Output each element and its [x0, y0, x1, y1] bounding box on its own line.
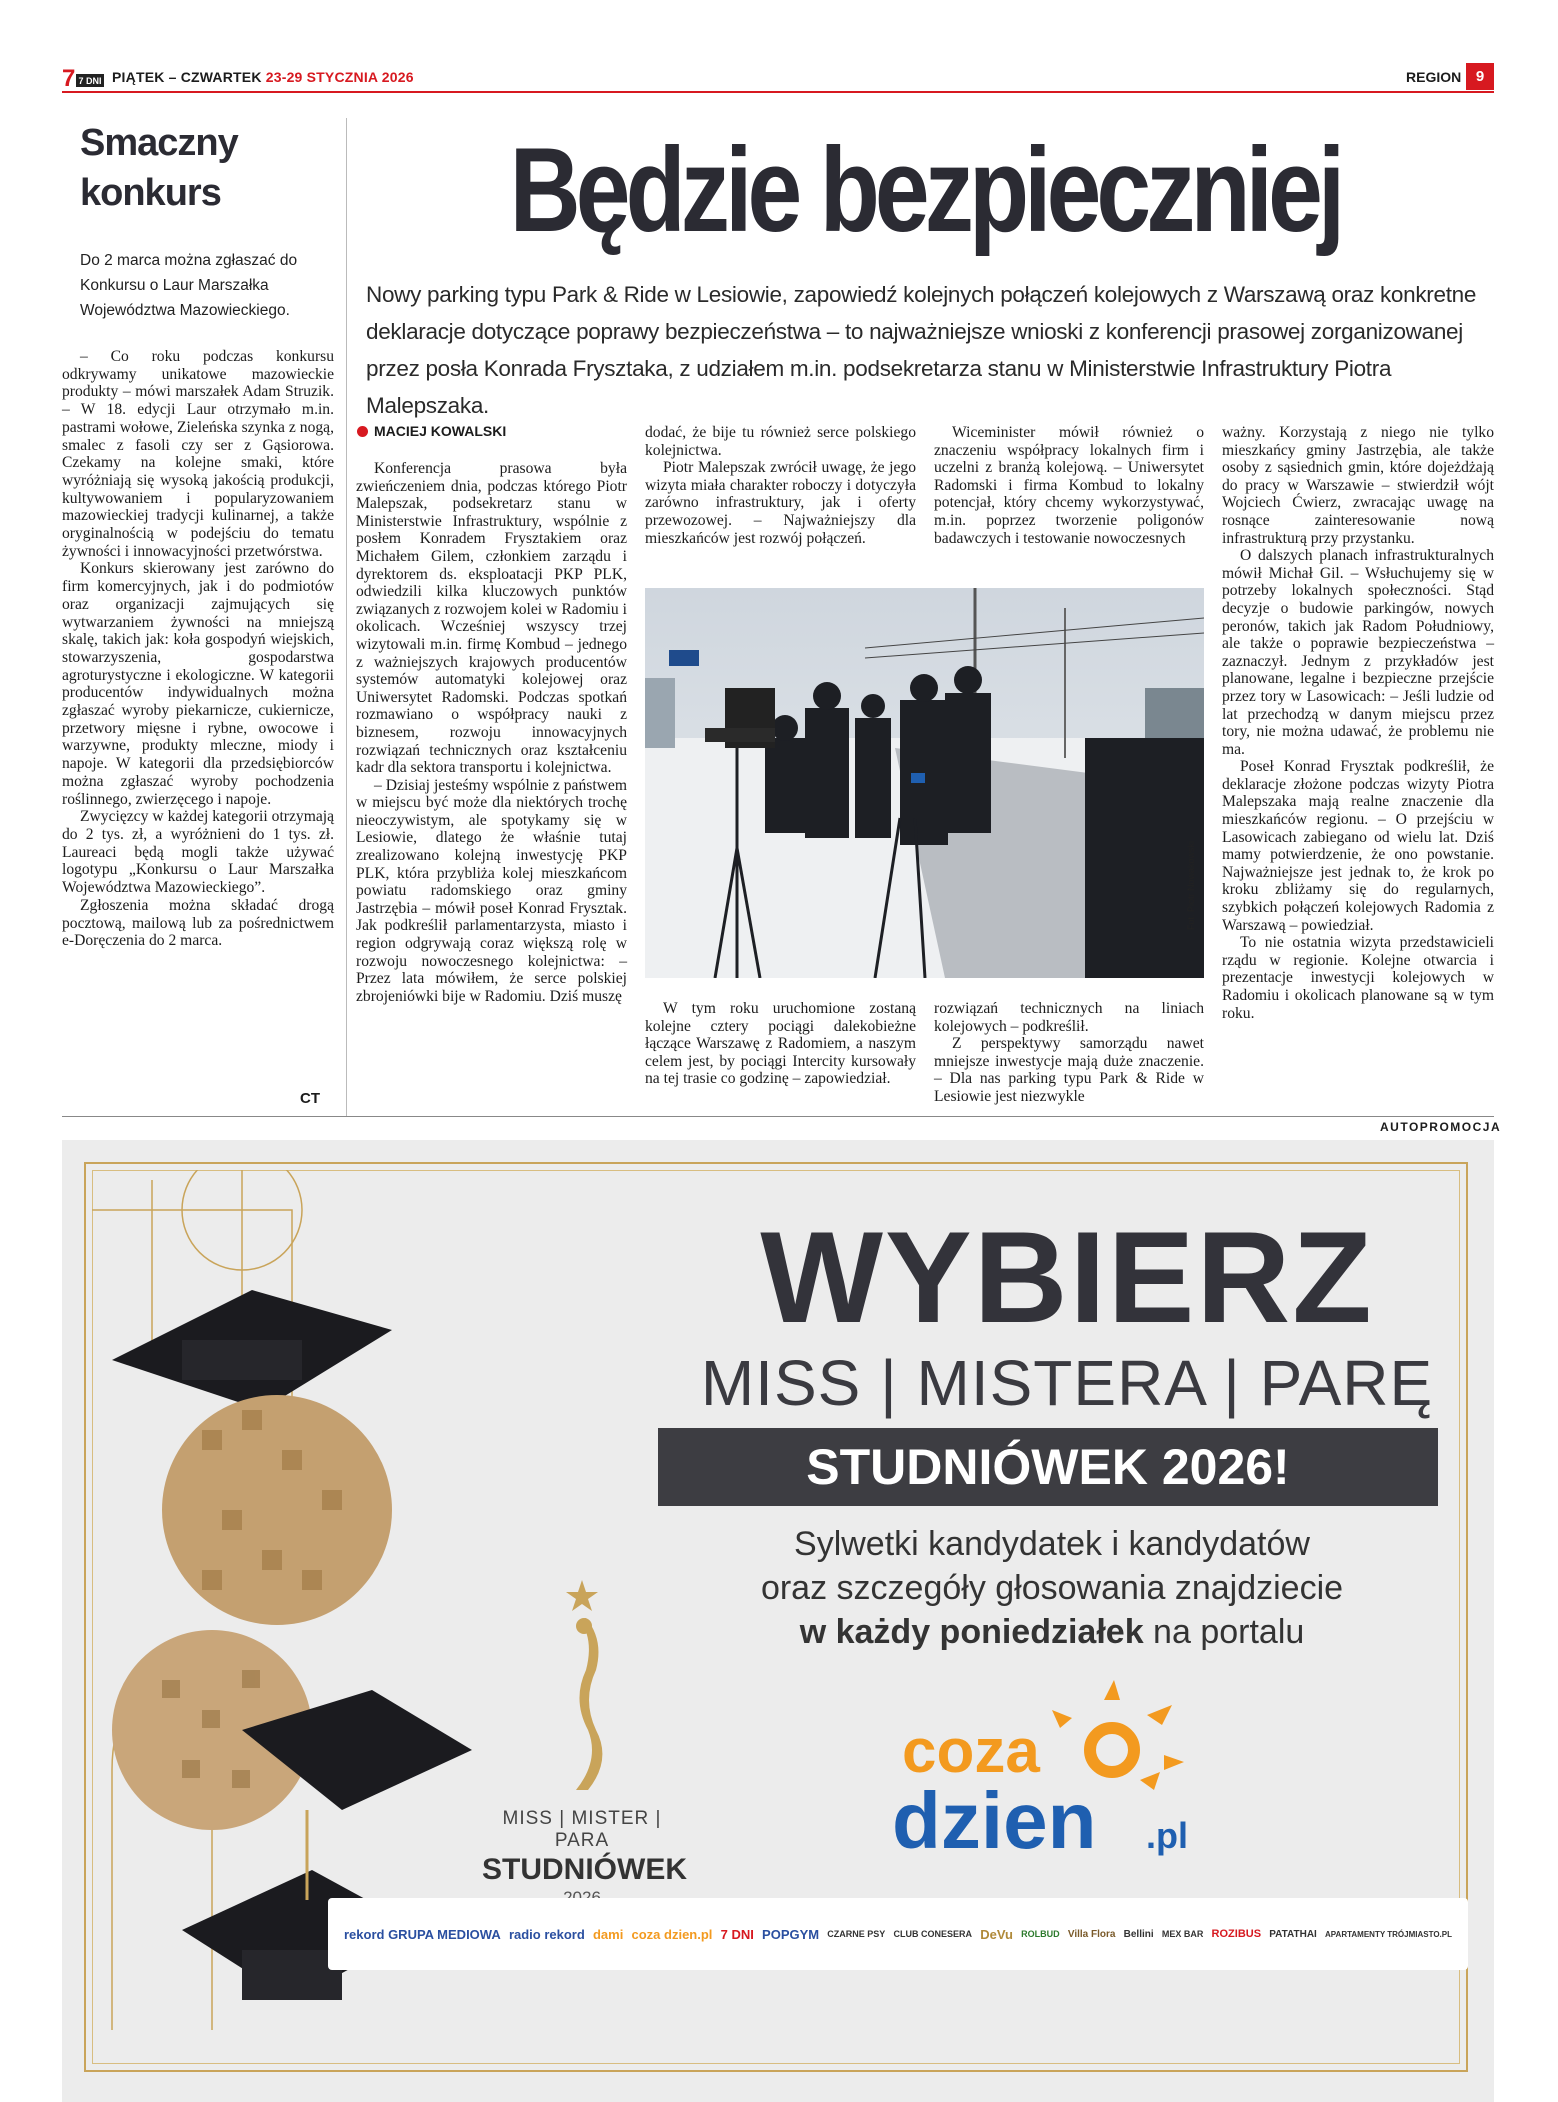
article-paragraph: Konferencja prasowa była zwieńczeniem dnia, podczas którego Piotr Malepszak, podsekretarz stanu w Ministerstwie Infrastruktury, wspólnie z posłem Konradem Frysztakiem oraz Michałem Gilem, członkiem zarządu i dyrektorem ds. eksploatacji PKP PLK, odwiedzili kilka kluczowych punktów związanych z rozwojem kolei w Radomiu i okolicach. Wcześniej wszyscy trzej wizytowali m.in. firmę Kombud – jednego z ważniejszych krajowych producentów systemów automatyki kolejowej oraz Uniwersytet Radomski. Podczas spotkań rozmawiano o współpracy nauki z biznesem, rozwoju innowacyjnych rozwiązań technicznych oraz kształceniu kadr dla sektora transportu i kolejnictwa. — [356, 460, 627, 777]
contest-line: MISS | MISTER | PARA — [502, 1808, 662, 1851]
sidebar-paragraph: Konkurs skierowany jest zarówno do firm komercyjnych, jak i do podmiotów oraz organizacji zajmujących się wytwarzaniem żywności na mniejszą skalę, takich jak: koła gospodyń wiejskich, stowarzyszenia, gospodarstwa agroturystyczne i ekologiczne. W kategorii producentów indywidualnych można zgłaszać wyroby piekarnicze, cukiernicze, przetwory mięsne i rybne, owocowe i warzywne, produkty mleczne, miody i napoje. W kategorii dla przedsiębiorców można zgłaszać wyroby pochodzenia roślinnego, zwierzęcego i napoje. — [62, 560, 334, 808]
sponsor-logo: 7 DNI — [720, 1926, 754, 1942]
ad-band: STUDNIÓWEK 2026! — [658, 1428, 1438, 1506]
article-paragraph: Z perspektywy samorządu nawet mniejsze inwestycje mają duże znaczenie. – Dla nas parking typu Park & Ride w Lesiowie jest niezwykle — [934, 1035, 1204, 1105]
sidebar-title-line2: konkurs — [80, 172, 221, 214]
ad-text-tail: na portalu — [1143, 1613, 1305, 1651]
ad-text-bold: w każdy poniedziałek — [799, 1613, 1144, 1651]
article-paragraph: rozwiązań technicznych na liniach kolejowych – podkreślił. — [934, 1000, 1204, 1035]
sponsor-logo: MEX BAR — [1161, 1929, 1204, 1939]
author-dot-icon — [357, 426, 368, 437]
ad-text-line3 — [662, 1610, 1442, 1654]
page-number: 9 — [1466, 63, 1494, 90]
sidebar-body — [62, 348, 334, 950]
header-rule — [62, 91, 1494, 93]
article-paragraph: – Dzisiaj jesteśmy wspólnie z państwem w miejscu być może dla niektórych trochę nieoczywistym, ale spotykamy się w Lesiowie, dlatego że właśnie tutaj zrealizowano kolejną inwestycję PKP PLK, która przybliża kolej mieszkańcom powiatu radomskiego oraz gminy Jastrzębia – mówił poseł Konrad Frysztak. Jak podkreślił parlamentarzysta, miasto i region odgrywają coraz większą rolę w rozwoju nowoczesnego kolejnictwa: – Przez lata mówiłem, że serce polskiej zbrojeniówki bije w Radomiu. Dziś muszę — [356, 776, 627, 1005]
sidebar-paragraph: Zwycięzcy w każdej kategorii otrzymają do 2 tys. zł, a wyróżnieni do 1 tys. zł. Laureaci będą mogli także używać logotypu „Konkursu o Laur Marszałka Województwa Mazowieckiego”. — [62, 808, 334, 897]
article-lede: Nowy parking typu Park & Ride w Lesiowie, zapowiedź kolejnych połączeń kolejowych z Warszawą oraz konkretne deklaracje dotyczące poprawy bezpieczeństwa – to najważniejsze wnioski z konferencji prasowej zorganizowanej przez posła Konrada Frysztaka, z udziałem m.in. podsekretarza stanu w Ministerstwie Infrastruktury Piotra Malepszaka. — [366, 282, 1477, 418]
newspaper-logo-icon[interactable] — [62, 66, 106, 90]
article-column-3 — [934, 424, 1204, 547]
sponsor-logo: Bellini — [1123, 1928, 1154, 1940]
sponsor-logos — [328, 1898, 1468, 1970]
article-paragraph: W tym roku uruchomione zostaną kolejne cztery pociągi dalekobieżne łączące Warszawę z Radomiem, a naszym celem jest, by pociągi Intercity kursowały na tej trasie co godzinę – zapowiedział. — [645, 1000, 916, 1088]
ad-subline: MISS | MISTERA | PARĘ — [700, 1347, 1434, 1419]
sidebar-title — [80, 118, 340, 218]
article-paragraph: To nie ostatnia wizyta przedstawicieli rządu w regionie. Kolejne otwarcia i prezentacje inwestycji kolejowych w Radomiu i okolicach planowane są w tym roku. — [1222, 934, 1494, 1022]
article-paragraph: Piotr Malepszak zwrócił uwagę, że jego wizyta miała charakter roboczy i dotyczyła zarówno infrastruktury, jak i oferty przewozowej. – Najważniejszy dla mieszkańców jest rozwój połączeń. — [645, 459, 916, 547]
article-author — [357, 423, 506, 439]
sponsor-logo: rekord GRUPA MEDIOWA — [344, 1926, 501, 1942]
sidebar-paragraph: – Co roku podczas konkursu odkrywamy unikatowe mazowieckie produkty – mówi marszałek Adam Struzik. – W 18. edycji Laur otrzymało m.in. pastrami wołowe, Zieleńska szynka z nogą, smalec z fasoli czy ser z Gąsiorowa. Czekamy na kolejne smaki, które wyróżniają się wysoką jakością produkcji, kultywowaniem i popularyzowaniem mazowieckiej tradycji kulinarnej, a także oryginalnością w podejściu do tematu żywności i innowacyjności przetwórstwa. — [62, 348, 334, 560]
ad-headline: WYBIERZ — [760, 1204, 1374, 1350]
article-column-2 — [645, 424, 916, 547]
sponsor-logo: CLUB CONESERA — [893, 1929, 973, 1939]
issue-dates: 23-29 STYCZNIA 2026 — [265, 69, 414, 85]
svg-text:.pl: .pl — [1146, 1815, 1188, 1856]
section-label: REGION — [1406, 69, 1462, 85]
ad-text-line2: oraz szczegóły głosowania znajdziecie — [760, 1569, 1344, 1607]
statuette-icon — [542, 1580, 622, 1800]
sponsor-logo: PATATHAI — [1269, 1928, 1317, 1940]
svg-text:coza: coza — [902, 1717, 1040, 1786]
sponsor-logo: ROZIBUS — [1211, 1928, 1262, 1940]
issue-date — [112, 69, 414, 85]
issue-days: PIĄTEK – CZWARTEK — [112, 69, 262, 85]
contest-logo — [482, 1580, 687, 1910]
sponsor-logo: DeVu — [980, 1926, 1013, 1942]
article-column-1 — [356, 460, 627, 1005]
sponsor-logo: dami — [592, 1926, 624, 1942]
sponsor-logo: APARTAMENTY TRÓJMIASTO.PL — [1325, 1929, 1452, 1939]
article-paragraph: dodać, że bije tu również serce polskiego kolejnictwa. — [645, 424, 916, 459]
sidebar-lead: Do 2 marca można zgłaszać do Konkursu o Laur Marszałka Województwa Mazowieckiego. — [80, 252, 298, 319]
photo-credit: Fot. Piotr Nowakowski — [1186, 840, 1196, 930]
sidebar-signature: CT — [300, 1090, 320, 1107]
sponsor-logo: coza dzien.pl — [631, 1926, 713, 1942]
sponsor-logo: POPGYM — [762, 1926, 820, 1942]
article-photo[interactable] — [645, 588, 1204, 978]
sponsor-logo: Villa Flora — [1067, 1928, 1116, 1940]
contest-title: STUDNIÓWEK — [482, 1853, 687, 1886]
sidebar-paragraph: Zgłoszenia można składać drogą pocztową, mailową lub za pośrednictwem e-Doręczenia do 2 marca. — [62, 896, 334, 950]
sponsor-logo: CZARNE PSY — [827, 1929, 886, 1939]
article-headline: Będzie bezpieczniej — [509, 123, 1341, 257]
article-column-2-continued — [645, 1000, 916, 1088]
svg-text:7: 7 — [62, 66, 76, 90]
article-bottom-rule — [62, 1116, 1494, 1117]
article-paragraph: Poseł Konrad Frysztak podkreślił, że deklaracje złożone podczas wizyty Piotra Malepszaka mają realne znaczenie dla mieszkańców regionu. – O przejściu w Lasowicach zabiegano od wielu lat. Dziś mamy potwierdzenie, że ono powstanie. Najważniejsze jest jednak to, że krok po kroku zbliżamy się do regularnych, szybkich połączeń kolejowych Radomia z Warszawą – powiedział. — [1222, 758, 1494, 934]
autopromo-label: AUTOPROMOCJA — [1380, 1120, 1502, 1134]
column-divider — [346, 118, 347, 1116]
sidebar-title-line1: Smaczny — [80, 122, 238, 164]
sponsor-logo: ROLBUD — [1021, 1929, 1060, 1939]
article-column-3-continued — [934, 1000, 1204, 1106]
article-paragraph: ważny. Korzystają z niego nie tylko mieszkańcy gminy Jastrzębia, ale także osoby z sąsiednich gmin, które dojeżdżają do pracy w Warszawie – stwierdził wójt Wojciech Ćwierz, zwracając uwagę na rosnące zainteresowanie nową infrastrukturą przy przystanku. — [1222, 424, 1494, 547]
cozadzien-logo-icon[interactable] — [882, 1680, 1222, 1880]
ad-text — [662, 1522, 1442, 1654]
author-name: MACIEJ KOWALSKI — [374, 423, 507, 439]
article-column-4 — [1222, 424, 1494, 1022]
article-paragraph: O dalszych planach infrastrukturalnych mówił Michał Gil. – Wsłuchujemy się w potrzeby lokalnych społeczności. Stąd decyzje o budowie parkingów, nowych peronów, takich jak Radom Południowy, ale także o poprawie bezpieczeństwa – zaznaczył. Jednym z przykładów jest planowane, legalne i bezpieczne przejście przez tory w Lasowicach: – Jeśli ludzie od lat przechodzą w danym miejscu przez tory, nie można udawać, że problemu nie ma. — [1222, 547, 1494, 758]
svg-text:7 DNI: 7 DNI — [78, 76, 102, 86]
article-paragraph: Wiceminister mówił również o znaczeniu współpracy lokalnych firm i uczelni z branżą kolejową. – Uniwersytet Radomski i firma Kombud to lokalny potencjał, który chcemy wykorzystywać, m.in. poprzez tworzenie poligonów badawczych i testowanie nowoczesnych — [934, 424, 1204, 547]
svg-text:dzien: dzien — [892, 1776, 1097, 1865]
sponsor-logo: radio rekord — [508, 1926, 585, 1942]
ad-text-line1: Sylwetki kandydatek i kandydatów — [794, 1525, 1310, 1563]
advertisement[interactable] — [62, 1140, 1494, 2102]
